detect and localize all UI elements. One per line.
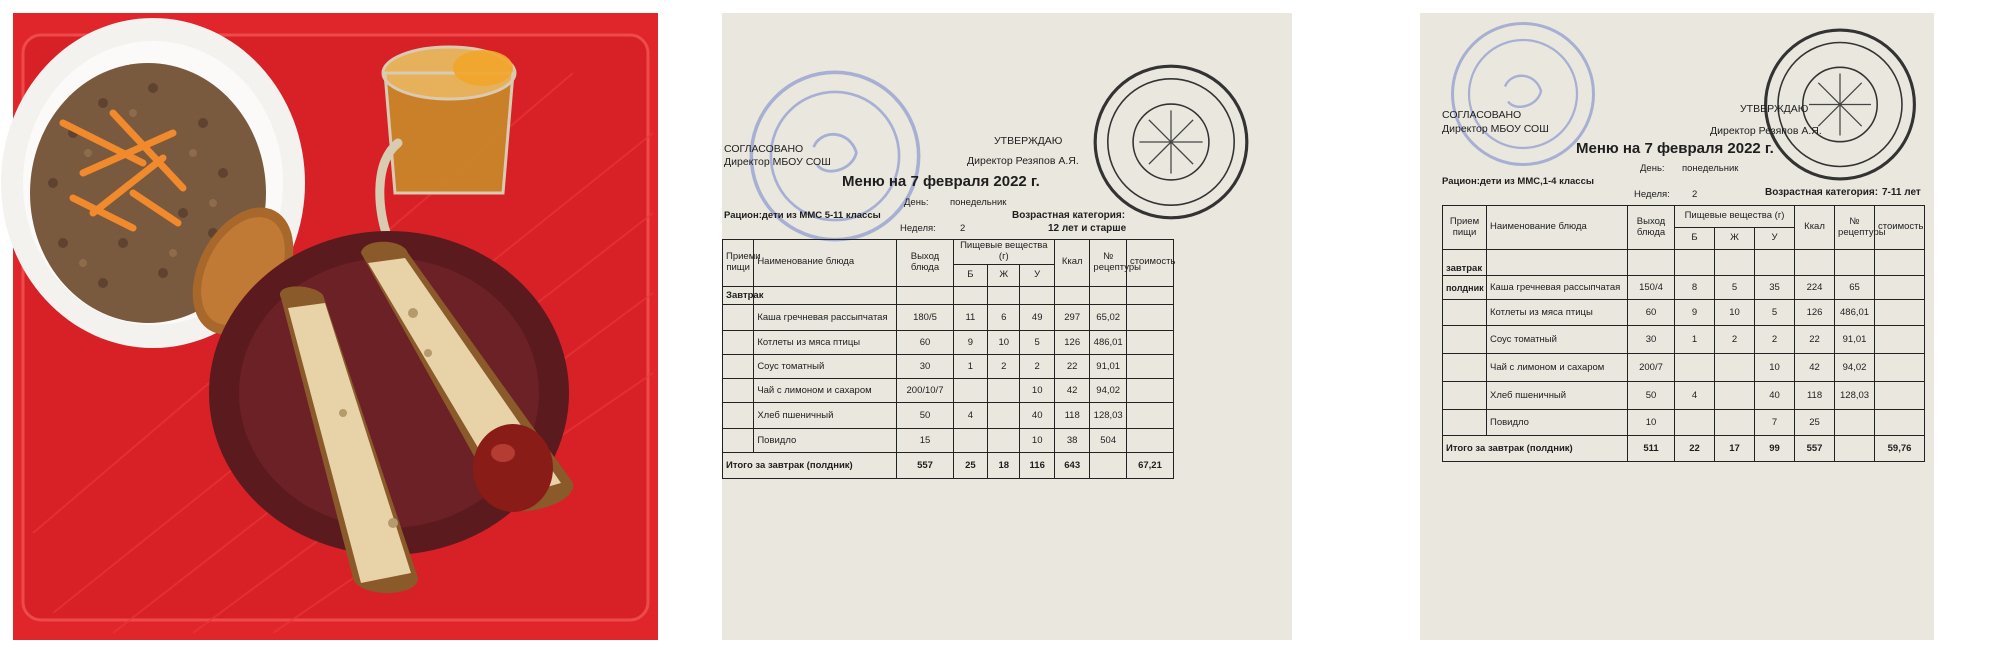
cell-zh	[988, 402, 1020, 428]
table-row	[1443, 326, 1925, 354]
black-stamp-right	[1092, 63, 1250, 221]
cell-b: 1	[1675, 326, 1715, 354]
cell-kcal: 25	[1795, 410, 1835, 436]
cell-cost	[1875, 382, 1925, 410]
cell-cost	[1126, 330, 1173, 354]
table-row	[723, 378, 1174, 402]
section-label: полдник	[1443, 276, 1487, 300]
cell-recipe: 91,01	[1090, 354, 1127, 378]
header-b: Б	[953, 264, 987, 286]
dish-name: Каша гречневая рассыпчатая	[1487, 276, 1628, 300]
cell-zh: 6	[988, 304, 1020, 330]
week-label: Неделя:	[1634, 189, 1670, 200]
cell-u: 40	[1020, 402, 1054, 428]
cell-output: 60	[1628, 300, 1675, 326]
cell-output: 50	[1628, 382, 1675, 410]
total-output: 557	[897, 452, 953, 478]
age-category-value: 12 лет и старше	[1048, 223, 1127, 234]
cell-zh	[988, 378, 1020, 402]
cell-kcal: 38	[1054, 428, 1089, 452]
cell-zh: 10	[988, 330, 1020, 354]
cell-u: 5	[1755, 300, 1795, 326]
dish-name: Хлеб пшеничный	[1487, 382, 1628, 410]
menu-table	[1442, 205, 1925, 462]
cell-cost	[1875, 354, 1925, 382]
cell-recipe: 486,01	[1835, 300, 1875, 326]
header-output: Выход блюда	[897, 240, 953, 287]
menu-title: Меню на 7 февраля 2022 г.	[842, 173, 1040, 190]
cell-u: 10	[1755, 354, 1795, 382]
cell-b	[953, 428, 987, 452]
cell-recipe	[1835, 410, 1875, 436]
total-zh: 18	[988, 452, 1020, 478]
cell-recipe: 94,02	[1835, 354, 1875, 382]
header-b: Б	[1675, 228, 1715, 250]
cell-zh: 10	[1715, 300, 1755, 326]
cell-zh: 2	[1715, 326, 1755, 354]
header-output: Выход блюда	[1628, 206, 1675, 250]
age-category-label: Возрастная категория:	[1765, 187, 1879, 198]
cell-zh	[1715, 410, 1755, 436]
cell-cost	[1126, 354, 1173, 378]
table-row	[1443, 276, 1925, 300]
dish-name: Соус томатный	[754, 354, 897, 378]
total-row	[723, 452, 1174, 478]
table-row	[1443, 382, 1925, 410]
cell-b: 8	[1675, 276, 1715, 300]
cell-recipe: 128,03	[1835, 382, 1875, 410]
total-cost: 67,21	[1126, 452, 1173, 478]
menu-document-grades-5-11	[722, 13, 1292, 640]
cell-cost	[1875, 300, 1925, 326]
jam	[473, 424, 553, 512]
table-row	[723, 330, 1174, 354]
table-row	[723, 402, 1174, 428]
week-value: 2	[1692, 189, 1698, 200]
cell-output: 150/4	[1628, 276, 1675, 300]
header-cost: стоимость	[1875, 206, 1925, 250]
header-recipe: № рецептуры	[1835, 206, 1875, 250]
director-right-label: Директор Резяпов А.Я.	[1710, 125, 1822, 137]
dish-name: Соус томатный	[1487, 326, 1628, 354]
table-row	[723, 354, 1174, 378]
cell-output: 10	[1628, 410, 1675, 436]
cell-kcal: 126	[1795, 300, 1835, 326]
total-b: 22	[1675, 436, 1715, 462]
total-cost: 59,76	[1875, 436, 1925, 462]
cell-output: 200/10/7	[897, 378, 953, 402]
header-meal: Приеми пищи	[723, 240, 754, 287]
cell-b: 4	[1675, 382, 1715, 410]
dish-name: Чай с лимоном и сахаром	[1487, 354, 1628, 382]
cell-b	[953, 378, 987, 402]
cell-recipe: 91,01	[1835, 326, 1875, 354]
total-label: Итого за завтрак (полдник)	[1443, 436, 1628, 462]
cell-recipe: 94,02	[1090, 378, 1127, 402]
cell-kcal: 118	[1795, 382, 1835, 410]
week-label: Неделя:	[900, 223, 936, 234]
header-meal: Прием пищи	[1443, 206, 1487, 250]
header-zh: Ж	[1715, 228, 1755, 250]
menu-document-grades-1-4	[1420, 13, 1934, 640]
cell-cost	[1126, 378, 1173, 402]
menu-title: Меню на 7 февраля 2022 г.	[1576, 140, 1774, 157]
cell-kcal: 22	[1795, 326, 1835, 354]
cell-b: 1	[953, 354, 987, 378]
cell-b: 9	[953, 330, 987, 354]
cell-cost	[1126, 428, 1173, 452]
header-u: У	[1020, 264, 1054, 286]
cell-recipe: 65	[1835, 276, 1875, 300]
total-zh: 17	[1715, 436, 1755, 462]
cell-kcal: 118	[1054, 402, 1089, 428]
director-left-label: Директор МБОУ СОШ	[724, 156, 831, 168]
cell-kcal: 22	[1054, 354, 1089, 378]
total-b: 25	[953, 452, 987, 478]
day-label: День:	[904, 197, 929, 208]
cell-output: 200/7	[1628, 354, 1675, 382]
header-kcal: Ккал	[1054, 240, 1089, 287]
cell-cost	[1126, 402, 1173, 428]
section-label: завтрак	[1443, 250, 1487, 276]
header-dish: Наименование блюда	[1487, 206, 1628, 250]
header-u: У	[1755, 228, 1795, 250]
total-recipe	[1090, 452, 1127, 478]
header-dish: Наименование блюда	[754, 240, 897, 287]
header-recipe: № рецептуры	[1090, 240, 1127, 287]
cell-kcal: 224	[1795, 276, 1835, 300]
cell-output: 60	[897, 330, 953, 354]
total-kcal: 557	[1795, 436, 1835, 462]
dish-name: Повидло	[754, 428, 897, 452]
cell-zh	[1715, 382, 1755, 410]
cell-b: 11	[953, 304, 987, 330]
cell-output: 180/5	[897, 304, 953, 330]
week-value: 2	[960, 223, 966, 234]
cell-u: 5	[1020, 330, 1054, 354]
cell-recipe: 504	[1090, 428, 1127, 452]
total-u: 116	[1020, 452, 1054, 478]
cell-recipe: 486,01	[1090, 330, 1127, 354]
cell-output: 15	[897, 428, 953, 452]
age-category-value: 7-11 лет	[1882, 187, 1921, 198]
dish-name: Котлеты из мяса птицы	[1487, 300, 1628, 326]
cell-recipe: 128,03	[1090, 402, 1127, 428]
total-u: 99	[1755, 436, 1795, 462]
section-label: Завтрак	[723, 286, 754, 304]
cell-b	[1675, 410, 1715, 436]
total-kcal: 643	[1054, 452, 1089, 478]
cell-u: 35	[1755, 276, 1795, 300]
header-nutrients: Пищевые вещества (г)	[953, 240, 1054, 265]
dish-name: Каша гречневая рассыпчатая	[754, 304, 897, 330]
header-cost: стоимость	[1126, 240, 1173, 287]
cell-kcal: 42	[1795, 354, 1835, 382]
cell-u: 10	[1020, 378, 1054, 402]
cell-kcal: 126	[1054, 330, 1089, 354]
ration-label: Рацион:дети из ММС,1-4 классы	[1442, 176, 1594, 187]
director-left-label: Директор МБОУ СОШ	[1442, 123, 1549, 135]
cell-u: 7	[1755, 410, 1795, 436]
total-row	[1443, 436, 1925, 462]
director-right-label: Директор Резяпов А.Я.	[967, 155, 1079, 167]
approved-right-label: УТВЕРЖДАЮ	[1740, 103, 1809, 115]
total-output: 511	[1628, 436, 1675, 462]
table-row	[723, 304, 1174, 330]
age-category-label: Возрастная категория:	[1012, 210, 1126, 221]
cell-u: 2	[1755, 326, 1795, 354]
cell-output: 30	[897, 354, 953, 378]
food-tray-illustration	[13, 13, 658, 640]
table-row	[1443, 300, 1925, 326]
cell-u: 2	[1020, 354, 1054, 378]
approved-left-label: СОГЛАСОВАНО	[1442, 109, 1522, 121]
cell-cost	[1875, 410, 1925, 436]
cell-cost	[1875, 276, 1925, 300]
cell-zh: 2	[988, 354, 1020, 378]
food-photo	[13, 13, 658, 640]
dish-name: Котлеты из мяса птицы	[754, 330, 897, 354]
cell-zh: 5	[1715, 276, 1755, 300]
total-recipe	[1835, 436, 1875, 462]
cell-u: 40	[1755, 382, 1795, 410]
table-row	[1443, 410, 1925, 436]
total-label: Итого за завтрак (полдник)	[723, 452, 897, 478]
cell-output: 50	[897, 402, 953, 428]
cell-recipe: 65,02	[1090, 304, 1127, 330]
day-value: понедельник	[950, 197, 1007, 208]
day-value: понедельник	[1682, 163, 1739, 174]
cell-cost	[1875, 326, 1925, 354]
approved-left-label: СОГЛАСОВАНО	[724, 143, 804, 155]
dish-name: Повидло	[1487, 410, 1628, 436]
cell-u: 49	[1020, 304, 1054, 330]
ration-label: Рацион:дети из ММС 5-11 классы	[724, 210, 881, 221]
header-zh: Ж	[988, 264, 1020, 286]
cell-cost	[1126, 304, 1173, 330]
cell-zh	[1715, 354, 1755, 382]
dish-name: Хлеб пшеничный	[754, 402, 897, 428]
cell-output: 30	[1628, 326, 1675, 354]
cell-b: 9	[1675, 300, 1715, 326]
dish-name: Чай с лимоном и сахаром	[754, 378, 897, 402]
menu-table	[722, 239, 1174, 479]
header-nutrients: Пищевые вещества (г)	[1675, 206, 1795, 228]
cell-kcal: 297	[1054, 304, 1089, 330]
table-row	[723, 428, 1174, 452]
cell-u: 10	[1020, 428, 1054, 452]
cell-b	[1675, 354, 1715, 382]
table-row	[1443, 354, 1925, 382]
day-label: День:	[1640, 163, 1665, 174]
approved-right-label: УТВЕРЖДАЮ	[994, 135, 1063, 147]
cell-b: 4	[953, 402, 987, 428]
cell-kcal: 42	[1054, 378, 1089, 402]
cell-zh	[988, 428, 1020, 452]
header-kcal: Ккал	[1795, 206, 1835, 250]
